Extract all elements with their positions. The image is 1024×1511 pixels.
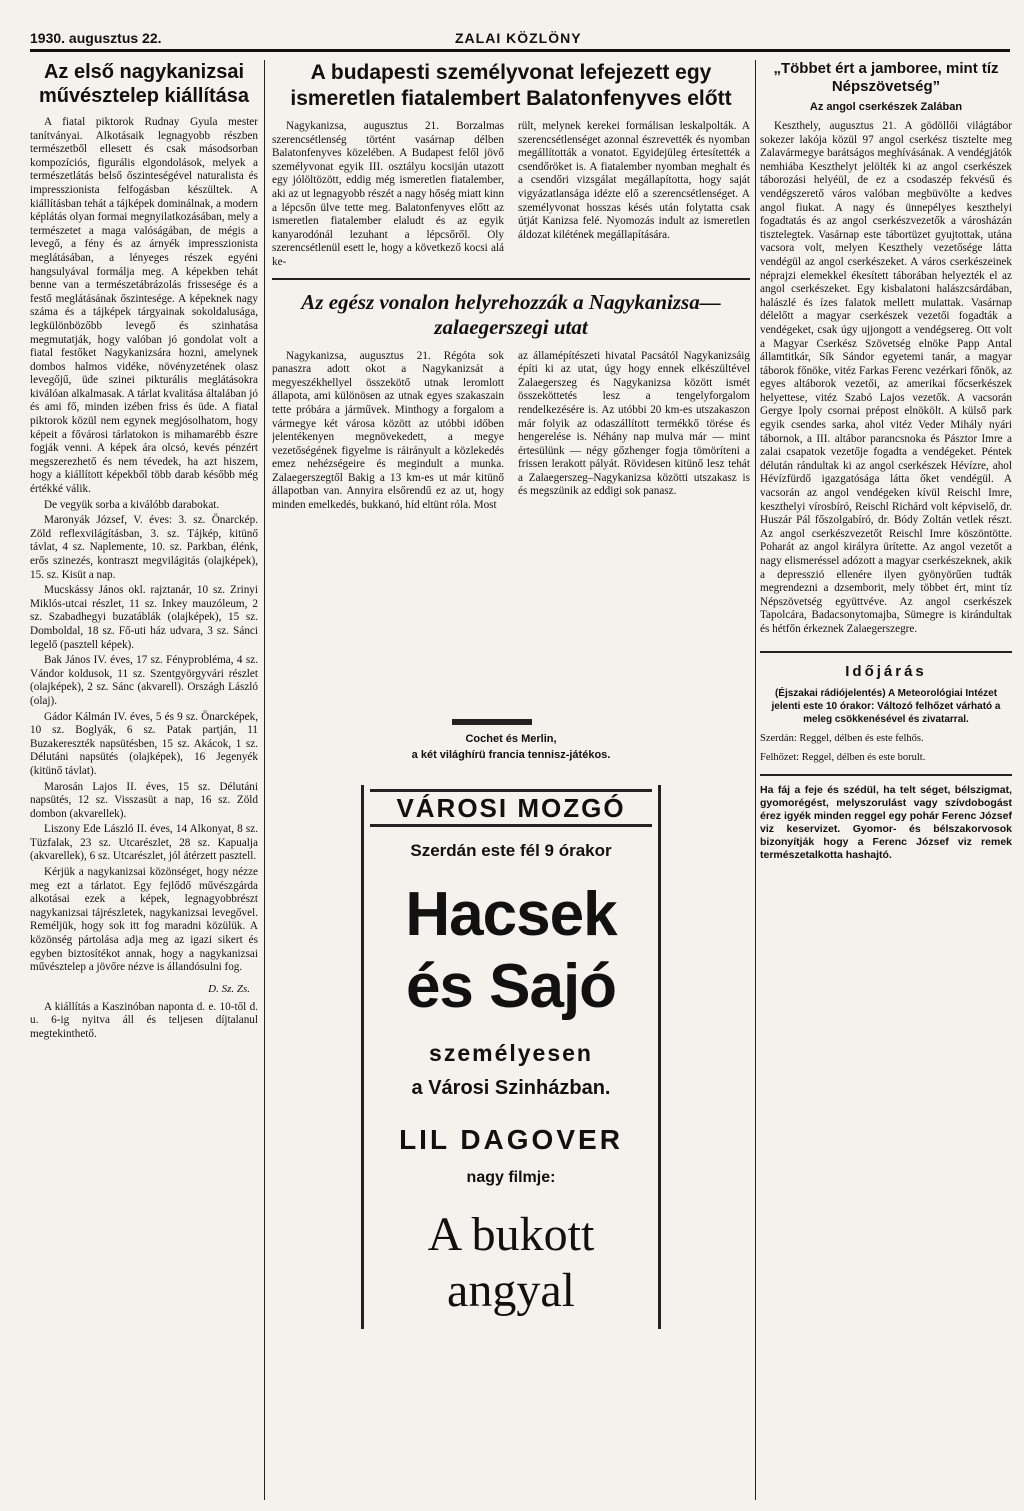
film-title: A bukott angyal <box>427 1207 595 1317</box>
article-text-left: Nagykanizsa, augusztus 21. Régóta sok panaszra adott okot a Nagykanizsát a megyeszékhellyel összekötő utnak leromlott állapota, ami különösen az utnak egyes szakaszain tette próbára a járművek. Minthogy a forgalom a vármegye két városa között az utóbbi időben jelentékenyen megnövekedett, a megye vezetőségének figyelme is ráirányult a közlekedés emez nehézségeire és megindult a munka. Zalaegerszegtől Bakig a 13 km-es ut már kitünő állapotban van. Annyira elsőrendű ez az ut, hogy minden emelkedés, bukkanó, híd eltünt róla. Most <box>272 349 504 512</box>
train-accident-article <box>272 120 750 270</box>
photo-caption-text: a két világhírü francia tennisz-játékos. <box>411 748 611 761</box>
newspaper-title: ZALAI KÖZLÖNY <box>455 30 582 46</box>
article-text-right: az államépítészeti hivatal Pacsától Nagykanizsáig építi ki az utat, úgy hogy ennek elkészültével Zalaegerszeg és Nagykanizsa között ismét összeköttetés lesz a tengelyforgalom rendelkezésére is. Az utóbbi 20 km-es utszakaszon már folyik az odaszállított termékkő törése és hengerelése is. Néhány nap mulva már — mint értesülünk — négy gőzhenger fogja tömöríteni a frissen lerakott pályát. Rövidesen kitünő lesz tehát a Zalaegerszeg–Nagykanizsa közötti utszakasz is és megszünik az eddigi sok panasz. <box>518 349 750 498</box>
weather-title: Időjárás <box>845 662 927 680</box>
article-paragraph: Mucskássy János okl. rajztanár, 10 sz. Zrinyi Miklós-utcai részlet, 11 sz. Inkey mauzóleum, 2 sz. Szabadhegyi buzatáblák (olajképek), 15 sz. Domboldal, 18 sz. Fő-uti ház udvara, 3 sz. Sánci legelő (pasztell képek). <box>30 584 258 651</box>
scouts-subhead: Az angol cserkészek Zalában <box>809 101 963 113</box>
article-body: A fiatal piktorok Rudnay Gyula mester tanítványai. Alkotásaik legnagyobb részben természetből ellesett és csak másodsorban kompozíciós, figurális elgondolások, melyek a természetlátás belső őszinteségével naturalista és impresszionista felfogásban készültek. A kiállításban tehát a tájképek dominálnak, a modern képlátás olyan formai megnyilatkozásában, mely a természetet a maga valóságában, de mégis a levegő, a fény és az árnyék impresszionista meglátásában, a lényeges részek egyéni hangsulyával formálja meg. A képekben tehát benne van a természetábrázolás frissesége és a festő meglátásának őszintesége. A képeknek nagy száma és a tájképek tárgyainak sokoldalusága, legkülönbözőbb levegő és szinhatása megmutatják, hogy valóban jó gondolat volt a fiatal festőket Nagykanizsára hozni, amelynek dombos halmos vidéke, növényzetének olasz levegőjű, üde szinei pikturális meglátásokra kiválóan alkalmasak. A tárlat kvalitása általában jó és ami fő, minden izében friss és üde. A fiatal piktorok közül nem egynek megjósolhatom, hogy képeit a fővárosi tárlatokon is mihamarébb észre fogják venni. A képek ára olcsó, kevés pénzért megszerezhető és nem tévedek, ha azt hiszem, hogy a kiállított képekből több darab később még értékké válik. <box>30 116 258 496</box>
article-paragraph: Maronyák József, V. éves: 3. sz. Önarckép. Zöld reflexvilágításban, 3. sz. Tájkép, kitünő távlat, 4 sz. Naplemente, 10. sz. Parkban, élénk, erős szinezés, kontraszt megvilágitás (olajképek), 15. sz. Kisüt a nap. <box>30 514 258 581</box>
article-paragraph: Bak János IV. éves, 17 sz. Fényprobléma, 4 sz. Vándor koldusok, 11 sz. Szentgyörgyvári részlet (olajképek), 2 sz. Sánc (akvarell). Országh László (olaj). <box>30 654 258 707</box>
article-paragraph: De vegyük sorba a kiválóbb darabokat. <box>44 498 220 511</box>
column-news <box>272 60 750 1500</box>
column-rule <box>264 60 265 1500</box>
show-title: Hacsek és Sajó <box>405 879 617 1021</box>
photo-fragment <box>452 719 532 725</box>
divider <box>272 278 750 280</box>
weather-line: Felhőzet: Reggel, délben és este borult. <box>760 751 926 763</box>
photo-caption-names: Cochet és Merlin, <box>465 732 557 745</box>
showtime: Szerdán este fél 9 órakor <box>410 840 612 860</box>
tennis-photo-area <box>272 521 750 721</box>
article-paragraph: Gádor Kálmán IV. éves, 5 és 9 sz. Önarcképek, 10 sz. Boglyák, 6 sz. Patak partján, 11 Buzakereszték napsütésben, 15 sz. Akácok, 1 sz. Délutáni napsütés (olajképek), 16 Jegenyék (kitünő távlat). <box>30 710 258 777</box>
article-paragraph: Marosán Lajos II. éves, 15 sz. Délutáni napsütés, 12 sz. Visszasüt a nap, 16 sz. Zöld dombon (akvarellek). <box>30 780 258 820</box>
weather-report: (Éjszakai rádiójelentés) A Meteorológiai Intézet jelenti este 10 órakor: Változó felhőzet várható a meleg csökkenésével és zivatarral. <box>771 687 1001 725</box>
article-text-left: Nagykanizsa, augusztus 21. Borzalmas szerencsétlenség történt vasárnap délben Balatonfenyves közelében. A Budapest felől jövő személyvonat egyik III. osztályu kocsiján utazott egy jólöltözött, eddig még ismeretlen fiatalember, aki az ut legnagyobb részét a nagy hőség miatt kinn a lépcsőn ülve tette meg. Balatonfenyves előtt az ismeretlen fiatalember elaludt és az egyik kanyarodónál lezuhant a lépcsőről. Oly szerencsétlenül esett le, hogy a következő kocsi alá ke- <box>272 120 504 268</box>
masthead <box>30 30 1010 52</box>
mineral-water-ad: Ha fáj a feje és szédül, ha telt séget, bélszigmat, gyomorégést, melyszorulást vagy szívdobogást érez igyék minden reggel egy pohár Ferenc József viz keservizet. Gyomor- és bélszakorvosok bizonyítják hogy a Ferenc József viz remek természetalkotta hashajtó. <box>760 774 1012 862</box>
article-text-right: rült, melynek kerekei formálisan leskalpolták. A szerencsétlenséget azonnal észrevették és nyomban megállították a vonatot. Egyidejüleg értesítették a csendőröket is. A fiatalember nyomban meghalt és a csendőri vizsgálat megállapította, hogy saját vigyázatlansága idézte elő a szerencsétlenséget. A személyvonat hosszas késés után folytatta csak útját Kanizsa felé. Nyomozás indult az ismeretlen áldozat kilétének megállapítására. <box>518 120 750 241</box>
weather-box <box>760 651 1012 764</box>
scouts-article: Keszthely, augusztus 21. A gödöllői világtábor sokezer lakója közül 97 angol cserkész tisztelte meg Zalavármegye barátságos meghívásának. A vendégjátók nemhiába Keszthelyt jelölték ki az angol cserkészek táborozási helyéül, de ez a csodaszép fekvésű és vendégszerető város valóban megbüvölte a kedves angol fiukat. A nagy és ünnepélyes keszthelyi fogadtatás és az angol cserkészvezetők a városházán tisztelegtek. Vasárnap este tábortüzet gyujtottak, utána vacsora volt, melyen Keszthely vezetősége látta vendégül az angol cserkészeket. A város cserkészeinek néprajzi elemekkel ékesített táborában helyezték el az angol cserkészeket. Egy kisbalatoni halászcsárdában, halászlé és ízes falatok mellett mulattak. Vasárnap délelőtt a magyar cserkészek vezetői fogadták a vendégeket, csak úgy ujjongott a vendégsereg. Ott volt a Magyar Cserkész Szövetség elnöke Papp Antal államtitkár, Sík Sándor egyetemi tanár, a magyar táborok főnöke, vitéz Farkas Ferenc vezérkari főnök, az egyes altáborok vezetői, az amerikai főcserkészek helyettese, vitéz Szabó Lajos vezetők. A vacsorán Gergye Ipoly csornai prépost elnökölt. A külső park egyik csendes sarka, ahol vitéz Veder Mihály nyári tábornok, a III. altábor parancsnoka és Pásztor Imre a zalai csapatok vezetője fogadta a vendégeket. Péntek délután rándultak ki az angol cserkészek Hévízre, ahol Hévízfürdő igazgatósága látta őket vendégül. A vacsorán az angol vendégeken kívül Reischl Imre, keszthelyi vírosbíró, Reischl Richárd volt képviselő, dr. Huszár Pál főszolgabíró, dr. Bódy Zoltán vetlek részt. Az angol cserkészvezetőt Reischl Imre köszöntötte. Poharát az angol királyra ürítette. Az angol vezetőt a nagy elismeréssel adózott a magyar cserkészeknek, akik a depresszió ellenére ilyen gyönyörűen tudták megrendezni a dzsemborit, mely többet ért, mint tíz Népszövetség együttvéve. Az angol cserkészek Tapolcára, Badacsonytomajba, Sümegre is kirándultak és hétfőn érkeznek Zalaegerszegre. <box>760 120 1012 635</box>
cinema-name: VÁROSI MOZGÓ <box>370 789 652 827</box>
column-rule <box>755 60 756 1500</box>
author-signature: D. Sz. Zs. <box>208 982 250 995</box>
exhibition-note: A kiállítás a Kaszinóban naponta d. e. 10-től d. u. 6-ig nyitva áll és teljesen díjtalanul megtekinthető. <box>30 1000 258 1040</box>
cinema-advertisement <box>361 785 661 1329</box>
scouts-headline: „Többet ért a jamboree, mint tíz Népszövetség” <box>773 60 999 95</box>
road-repair-headline: Az egész vonalon helyrehozzák a Nagykanizsa—zalaegerszegi utat <box>301 289 721 339</box>
article-paragraph: Liszony Ede László II. éves, 14 Alkonyat, 8 sz. Tüzfalak, 23 sz. Utcarészlet, 28 sz. Kapualja (akvarellek), 6 sz. Utcarészlet, jól átérzett pasztell. <box>30 823 258 863</box>
ad-line: személyesen <box>429 1039 593 1066</box>
weather-line: Szerdán: Reggel, délben és este felhős. <box>760 732 924 744</box>
train-accident-headline: A budapesti személyvonat lefejezett egy ismeretlen fiatalembert Balatonfenyves előtt <box>290 61 732 110</box>
column-art-exhibition <box>30 60 258 1500</box>
ad-line: nagy filmje: <box>466 1168 556 1186</box>
road-repair-article <box>272 350 750 513</box>
actress-name: LIL DAGOVER <box>399 1123 623 1155</box>
issue-date: 1930. augusztus 22. <box>30 30 162 46</box>
article-headline: Az első nagykanizsai művésztelep kiállítása <box>38 61 250 107</box>
venue: a Városi Szinházban. <box>411 1076 611 1099</box>
column-scouts <box>760 60 1012 1500</box>
article-paragraph: Kérjük a nagykanizsai közönséget, hogy nézze meg ezt a tárlatot. Egy fejlődő művészgárda alkotásai ezek a képek, legnagyobbrészt nagykanizsai tájrészletek, nagykanizsai levegővel. Reméljük, hogy sok itt fog maradni közülük. A közönség pártolása adja meg az igazi sikert és egyben biztosítékot annak, hogy a nagykanizsai művésztelep a jövőre nézve is állandósulni fog. <box>30 866 258 974</box>
